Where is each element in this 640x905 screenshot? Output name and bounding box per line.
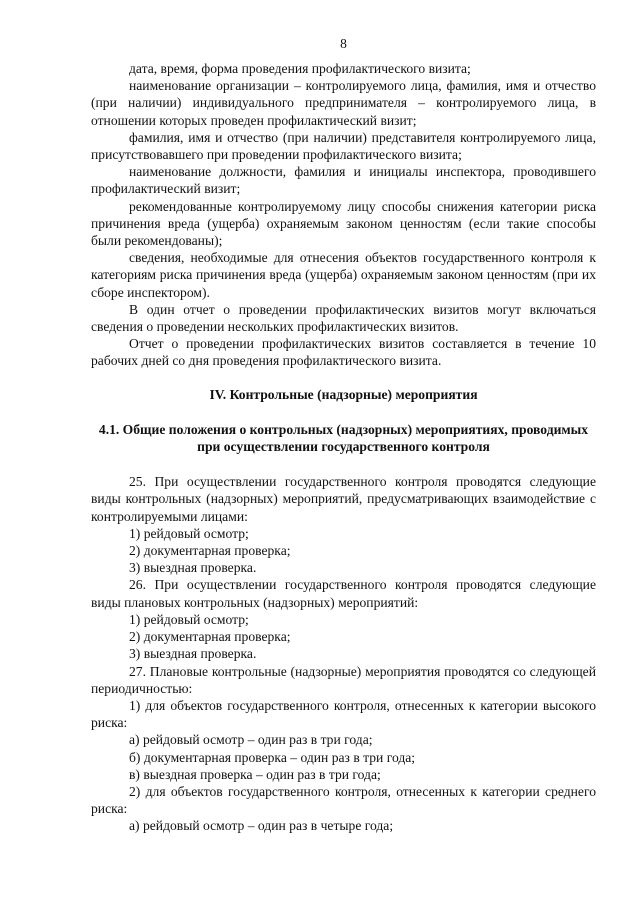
list-item: 2) документарная проверка; <box>129 629 291 645</box>
paragraph: Отчет о проведении профилактических визитов составляется в течение 10 рабочих дней со дня проведения профилактического визита. <box>91 336 596 369</box>
list-item: 1) рейдовый осмотр; <box>129 611 249 627</box>
paragraph: дата, время, форма проведения профилактического визита; <box>129 61 471 76</box>
paragraph: рекомендованные контролируемому лицу способы снижения категории риска причинения вреда (ущерба) охраняемым законом ценностям (если такие способы были рекомендованы); <box>91 198 596 249</box>
paragraph: 26. При осуществлении государственного контроля проводятся следующие виды плановых контрольных (надзорных) мероприятий: <box>91 577 596 610</box>
list-item: в) выездная проверка – один раз в три года; <box>129 766 381 782</box>
list-item: 2) для объектов государственного контроля, отнесенных к категории среднего риска: <box>91 783 596 817</box>
list-item: 2) документарная проверка; <box>129 543 291 559</box>
paragraph: наименование должности, фамилия и инициалы инспектора, проводившего профилактический визит; <box>91 164 596 197</box>
paragraph: В один отчет о проведении профилактических визитов могут включаться сведения о проведении нескольких профилактических визитов. <box>91 301 596 335</box>
section-heading: IV. Контрольные (надзорные) мероприятия <box>209 386 478 402</box>
paragraph: сведения, необходимые для отнесения объектов государственного контроля к категориям риска причинения вреда (ущерба) охраняемым законом ценностям (при их сборе инспектором). <box>91 250 596 300</box>
document-body <box>91 60 596 835</box>
list-item: 1) для объектов государственного контроля, отнесенных к категории высокого риска: <box>91 697 596 731</box>
paragraph: фамилия, имя и отчество (при наличии) представителя контролируемого лица, присутствовавшего при проведении профилактического визита; <box>91 129 596 163</box>
paragraph: 25. При осуществлении государственного контроля проводятся следующие виды контрольных (надзорных) мероприятий, предусматривающих взаимодействие с контролируемыми лицами: <box>91 474 596 524</box>
paragraph: наименование организации – контролируемого лица, фамилия, имя и отчество (при наличии) индивидуального предпринимателя – контролируемого лица, в отношении которых проведен профилактический визит; <box>91 78 596 128</box>
list-item: б) документарная проверка – один раз в три года; <box>129 749 416 765</box>
list-item: 3) выездная проверка. <box>129 560 257 576</box>
list-item: а) рейдовый осмотр – один раз в четыре года; <box>129 818 394 834</box>
subsection-heading: 4.1. Общие положения о контрольных (надзорных) мероприятиях, проводимых при осуществлении государственного контроля <box>98 421 589 455</box>
list-item: 3) выездная проверка. <box>129 646 257 662</box>
page-number: 8 <box>340 36 347 51</box>
list-item: 1) рейдовый осмотр; <box>129 525 249 541</box>
paragraph: 27. Плановые контрольные (надзорные) мероприятия проводятся со следующей периодичностью: <box>91 663 596 696</box>
list-item: а) рейдовый осмотр – один раз в три года; <box>129 732 373 748</box>
